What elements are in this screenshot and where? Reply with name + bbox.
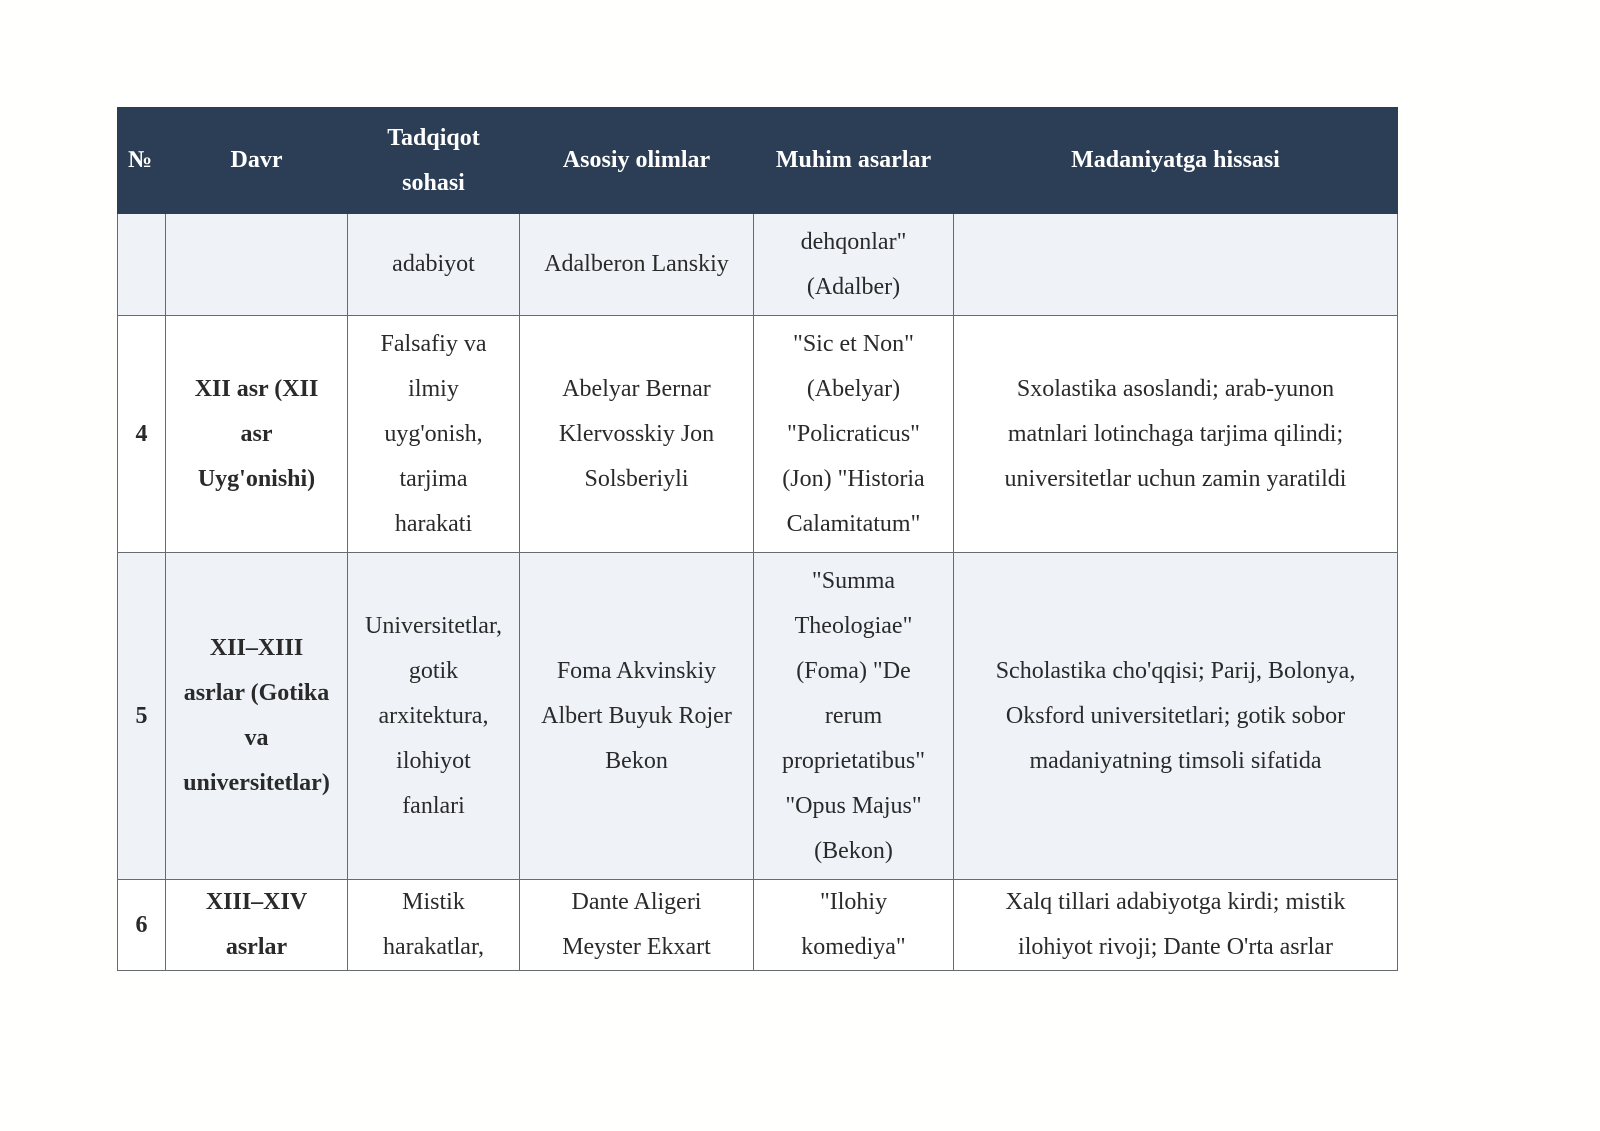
table-row bbox=[118, 553, 1398, 880]
cell-contribution: Scholastika cho'qqisi; Parij, Bolonya, Oksford universitetlari; gotik sobor madaniyatning timsoli sifatida bbox=[954, 553, 1398, 880]
cell-scholars: Adalberon Lanskiy bbox=[520, 214, 754, 316]
cell-scholars: Abelyar Bernar Klervosskiy Jon Solsberiyli bbox=[520, 316, 754, 553]
cell-scholars: Dante Aligeri Meyster Ekxart bbox=[520, 880, 754, 971]
header-cultural-contribution: Madaniyatga hissasi bbox=[954, 108, 1398, 214]
cell-period: XII asr (XII asr Uyg'onishi) bbox=[166, 316, 348, 553]
header-period: Davr bbox=[166, 108, 348, 214]
history-table bbox=[117, 107, 1398, 971]
cell-works: "Sic et Non" (Abelyar) "Policraticus" (Jon) "Historia Calamitatum" bbox=[754, 316, 954, 553]
cell-works: dehqonlar" (Adalber) bbox=[754, 214, 954, 316]
cell-number: 4 bbox=[118, 316, 166, 553]
cell-period bbox=[166, 214, 348, 316]
cell-period: XII–XIII asrlar (Gotika va universitetlar) bbox=[166, 553, 348, 880]
table-row bbox=[118, 214, 1398, 316]
cell-field: Mistik harakatlar, bbox=[348, 880, 520, 971]
header-number: № bbox=[118, 108, 166, 214]
table-row bbox=[118, 316, 1398, 553]
cell-contribution: Sxolastika asoslandi; arab-yunon matnlari lotinchaga tarjima qilindi; universitetlar uchun zamin yaratildi bbox=[954, 316, 1398, 553]
cell-scholars: Foma Akvinskiy Albert Buyuk Rojer Bekon bbox=[520, 553, 754, 880]
header-research-field: Tadqiqot sohasi bbox=[348, 108, 520, 214]
cell-contribution bbox=[954, 214, 1398, 316]
cell-field: adabiyot bbox=[348, 214, 520, 316]
header-main-scholars: Asosiy olimlar bbox=[520, 108, 754, 214]
cell-number: 5 bbox=[118, 553, 166, 880]
cell-number bbox=[118, 214, 166, 316]
table-row bbox=[118, 880, 1398, 971]
table-header bbox=[118, 108, 1398, 214]
cell-field: Universitetlar, gotik arxitektura, ilohiyot fanlari bbox=[348, 553, 520, 880]
cell-contribution: Xalq tillari adabiyotga kirdi; mistik ilohiyot rivoji; Dante O'rta asrlar bbox=[954, 880, 1398, 971]
cell-works: "Ilohiy komediya" bbox=[754, 880, 954, 971]
cell-works: "Summa Theologiae" (Foma) "De rerum proprietatibus" "Opus Majus" (Bekon) bbox=[754, 553, 954, 880]
cell-number: 6 bbox=[118, 880, 166, 971]
cell-period: XIII–XIV asrlar bbox=[166, 880, 348, 971]
cell-field: Falsafiy va ilmiy uyg'onish, tarjima harakati bbox=[348, 316, 520, 553]
header-important-works: Muhim asarlar bbox=[754, 108, 954, 214]
